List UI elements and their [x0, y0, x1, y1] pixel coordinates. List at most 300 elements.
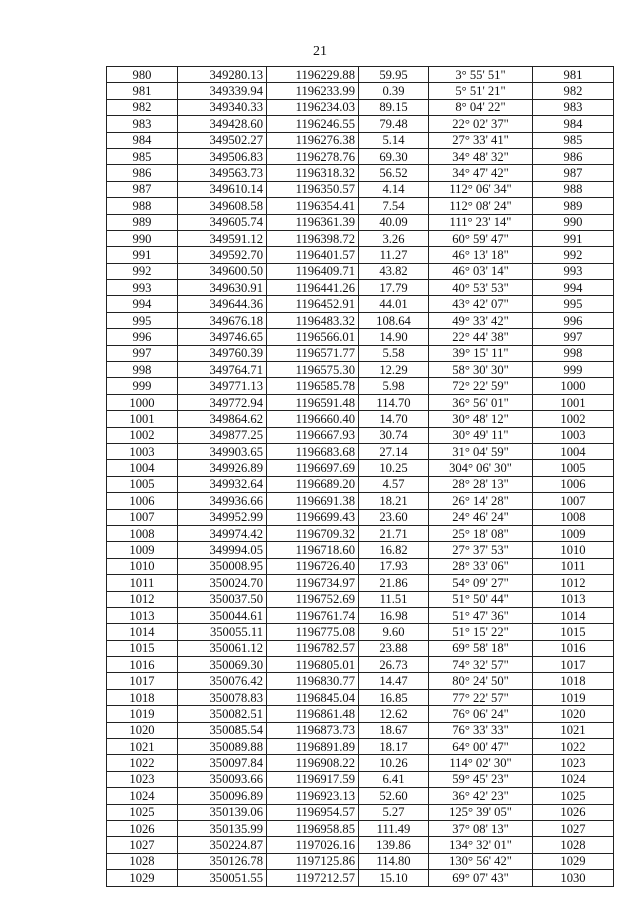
table-row [107, 263, 614, 279]
y-coordinate-cell: 1196923.13 [267, 788, 359, 804]
y-coordinate-cell: 1197125.86 [267, 853, 359, 869]
distance-cell: 18.21 [359, 493, 429, 509]
y-coordinate-cell: 1196398.72 [267, 230, 359, 246]
point-number-cell: 1007 [107, 509, 178, 525]
point-number-cell: 1008 [107, 525, 178, 541]
table-row [107, 345, 614, 361]
next-point-cell: 993 [533, 263, 614, 279]
point-number-cell: 1002 [107, 427, 178, 443]
table-row [107, 214, 614, 230]
next-point-cell: 1016 [533, 640, 614, 656]
bearing-cell: 28° 28' 13" [429, 476, 533, 492]
bearing-cell: 60° 59' 47" [429, 230, 533, 246]
bearing-cell: 30° 49' 11" [429, 427, 533, 443]
next-point-cell: 1020 [533, 706, 614, 722]
bearing-cell: 304° 06' 30" [429, 460, 533, 476]
y-coordinate-cell: 1196660.40 [267, 411, 359, 427]
y-coordinate-cell: 1196908.22 [267, 755, 359, 771]
y-coordinate-cell: 1196805.01 [267, 657, 359, 673]
bearing-cell: 36° 56' 01" [429, 394, 533, 410]
y-coordinate-cell: 1196699.43 [267, 509, 359, 525]
y-coordinate-cell: 1196891.89 [267, 739, 359, 755]
point-number-cell: 998 [107, 362, 178, 378]
distance-cell: 14.70 [359, 411, 429, 427]
bearing-cell: 58° 30' 30" [429, 362, 533, 378]
x-coordinate-cell: 349932.64 [178, 476, 267, 492]
y-coordinate-cell: 1196726.40 [267, 558, 359, 574]
table-row [107, 788, 614, 804]
point-number-cell: 1014 [107, 624, 178, 640]
point-number-cell: 996 [107, 329, 178, 345]
distance-cell: 11.51 [359, 591, 429, 607]
x-coordinate-cell: 350061.12 [178, 640, 267, 656]
bearing-cell: 37° 08' 13" [429, 820, 533, 836]
y-coordinate-cell: 1196718.60 [267, 542, 359, 558]
next-point-cell: 992 [533, 247, 614, 263]
point-number-cell: 1004 [107, 460, 178, 476]
x-coordinate-cell: 349502.27 [178, 132, 267, 148]
next-point-cell: 991 [533, 230, 614, 246]
y-coordinate-cell: 1196278.76 [267, 148, 359, 164]
next-point-cell: 1005 [533, 460, 614, 476]
bearing-cell: 112° 06' 34" [429, 181, 533, 197]
point-number-cell: 1013 [107, 607, 178, 623]
x-coordinate-cell: 350135.99 [178, 820, 267, 836]
x-coordinate-cell: 349605.74 [178, 214, 267, 230]
y-coordinate-cell: 1196483.32 [267, 312, 359, 328]
x-coordinate-cell: 349340.33 [178, 99, 267, 115]
y-coordinate-cell: 1196409.71 [267, 263, 359, 279]
next-point-cell: 999 [533, 362, 614, 378]
y-coordinate-cell: 1196441.26 [267, 280, 359, 296]
point-number-cell: 991 [107, 247, 178, 263]
distance-cell: 12.62 [359, 706, 429, 722]
point-number-cell: 1017 [107, 673, 178, 689]
distance-cell: 4.57 [359, 476, 429, 492]
y-coordinate-cell: 1196752.69 [267, 591, 359, 607]
bearing-cell: 46° 13' 18" [429, 247, 533, 263]
table-row [107, 460, 614, 476]
bearing-cell: 72° 22' 59" [429, 378, 533, 394]
y-coordinate-cell: 1196689.20 [267, 476, 359, 492]
distance-cell: 5.98 [359, 378, 429, 394]
bearing-cell: 130° 56' 42" [429, 853, 533, 869]
distance-cell: 14.90 [359, 329, 429, 345]
x-coordinate-cell: 350082.51 [178, 706, 267, 722]
y-coordinate-cell: 1196782.57 [267, 640, 359, 656]
bearing-cell: 3° 55' 51" [429, 67, 533, 83]
point-number-cell: 987 [107, 181, 178, 197]
next-point-cell: 1011 [533, 558, 614, 574]
y-coordinate-cell: 1196585.78 [267, 378, 359, 394]
bearing-cell: 76° 06' 24" [429, 706, 533, 722]
next-point-cell: 990 [533, 214, 614, 230]
x-coordinate-cell: 349952.99 [178, 509, 267, 525]
table-row [107, 657, 614, 673]
distance-cell: 10.25 [359, 460, 429, 476]
point-number-cell: 997 [107, 345, 178, 361]
table-row [107, 558, 614, 574]
next-point-cell: 997 [533, 329, 614, 345]
bearing-cell: 46° 03' 14" [429, 263, 533, 279]
y-coordinate-cell: 1196318.32 [267, 165, 359, 181]
y-coordinate-cell: 1196246.55 [267, 116, 359, 132]
distance-cell: 52.60 [359, 788, 429, 804]
y-coordinate-cell: 1196830.77 [267, 673, 359, 689]
table-row [107, 493, 614, 509]
bearing-cell: 77° 22' 57" [429, 689, 533, 705]
point-number-cell: 1009 [107, 542, 178, 558]
distance-cell: 23.88 [359, 640, 429, 656]
x-coordinate-cell: 349506.83 [178, 148, 267, 164]
distance-cell: 26.73 [359, 657, 429, 673]
next-point-cell: 986 [533, 148, 614, 164]
point-number-cell: 1018 [107, 689, 178, 705]
table-row [107, 640, 614, 656]
point-number-cell: 980 [107, 67, 178, 83]
bearing-cell: 69° 58' 18" [429, 640, 533, 656]
bearing-cell: 25° 18' 08" [429, 525, 533, 541]
x-coordinate-cell: 349926.89 [178, 460, 267, 476]
x-coordinate-cell: 349864.62 [178, 411, 267, 427]
table-row [107, 181, 614, 197]
distance-cell: 114.70 [359, 394, 429, 410]
y-coordinate-cell: 1196958.85 [267, 820, 359, 836]
point-number-cell: 995 [107, 312, 178, 328]
table-row [107, 198, 614, 214]
next-point-cell: 983 [533, 99, 614, 115]
x-coordinate-cell: 350097.84 [178, 755, 267, 771]
table-row [107, 509, 614, 525]
point-number-cell: 992 [107, 263, 178, 279]
next-point-cell: 1008 [533, 509, 614, 525]
table-row [107, 820, 614, 836]
y-coordinate-cell: 1196401.57 [267, 247, 359, 263]
point-number-cell: 983 [107, 116, 178, 132]
x-coordinate-cell: 350089.88 [178, 739, 267, 755]
table-row [107, 673, 614, 689]
bearing-cell: 114° 02' 30" [429, 755, 533, 771]
point-number-cell: 1022 [107, 755, 178, 771]
x-coordinate-cell: 349771.13 [178, 378, 267, 394]
x-coordinate-cell: 349994.05 [178, 542, 267, 558]
distance-cell: 79.48 [359, 116, 429, 132]
table-row [107, 312, 614, 328]
next-point-cell: 1010 [533, 542, 614, 558]
next-point-cell: 1023 [533, 755, 614, 771]
bearing-cell: 39° 15' 11" [429, 345, 533, 361]
x-coordinate-cell: 350051.55 [178, 870, 267, 886]
table-row [107, 755, 614, 771]
bearing-cell: 26° 14' 28" [429, 493, 533, 509]
table-row [107, 230, 614, 246]
x-coordinate-cell: 349676.18 [178, 312, 267, 328]
point-number-cell: 1021 [107, 739, 178, 755]
next-point-cell: 988 [533, 181, 614, 197]
bearing-cell: 59° 45' 23" [429, 771, 533, 787]
x-coordinate-cell: 349644.36 [178, 296, 267, 312]
page-number: 21 [313, 44, 327, 59]
point-number-cell: 1027 [107, 837, 178, 853]
bearing-cell: 43° 42' 07" [429, 296, 533, 312]
distance-cell: 23.60 [359, 509, 429, 525]
table-row [107, 804, 614, 820]
y-coordinate-cell: 1196697.69 [267, 460, 359, 476]
point-number-cell: 981 [107, 83, 178, 99]
bearing-cell: 27° 37' 53" [429, 542, 533, 558]
distance-cell: 3.26 [359, 230, 429, 246]
distance-cell: 18.67 [359, 722, 429, 738]
table-row [107, 247, 614, 263]
distance-cell: 15.10 [359, 870, 429, 886]
distance-cell: 16.82 [359, 542, 429, 558]
x-coordinate-cell: 349563.73 [178, 165, 267, 181]
y-coordinate-cell: 1196234.03 [267, 99, 359, 115]
y-coordinate-cell: 1196775.08 [267, 624, 359, 640]
bearing-cell: 51° 50' 44" [429, 591, 533, 607]
bearing-cell: 134° 32' 01" [429, 837, 533, 853]
y-coordinate-cell: 1196873.73 [267, 722, 359, 738]
distance-cell: 10.26 [359, 755, 429, 771]
next-point-cell: 987 [533, 165, 614, 181]
point-number-cell: 1005 [107, 476, 178, 492]
x-coordinate-cell: 350008.95 [178, 558, 267, 574]
bearing-cell: 111° 23' 14" [429, 214, 533, 230]
point-number-cell: 1020 [107, 722, 178, 738]
x-coordinate-cell: 349974.42 [178, 525, 267, 541]
distance-cell: 111.49 [359, 820, 429, 836]
distance-cell: 4.14 [359, 181, 429, 197]
next-point-cell: 1026 [533, 804, 614, 820]
x-coordinate-cell: 350093.66 [178, 771, 267, 787]
x-coordinate-cell: 349591.12 [178, 230, 267, 246]
bearing-cell: 22° 02' 37" [429, 116, 533, 132]
next-point-cell: 996 [533, 312, 614, 328]
y-coordinate-cell: 1196917.59 [267, 771, 359, 787]
y-coordinate-cell: 1196845.04 [267, 689, 359, 705]
table-row [107, 165, 614, 181]
point-number-cell: 993 [107, 280, 178, 296]
bearing-cell: 80° 24' 50" [429, 673, 533, 689]
x-coordinate-cell: 350085.54 [178, 722, 267, 738]
table-row [107, 870, 614, 886]
bearing-cell: 22° 44' 38" [429, 329, 533, 345]
bearing-cell: 74° 32' 57" [429, 657, 533, 673]
point-number-cell: 1015 [107, 640, 178, 656]
next-point-cell: 994 [533, 280, 614, 296]
point-number-cell: 1025 [107, 804, 178, 820]
table-row [107, 362, 614, 378]
point-number-cell: 985 [107, 148, 178, 164]
y-coordinate-cell: 1196354.41 [267, 198, 359, 214]
distance-cell: 11.27 [359, 247, 429, 263]
distance-cell: 43.82 [359, 263, 429, 279]
table-row [107, 427, 614, 443]
point-number-cell: 982 [107, 99, 178, 115]
next-point-cell: 1018 [533, 673, 614, 689]
point-number-cell: 1019 [107, 706, 178, 722]
distance-cell: 114.80 [359, 853, 429, 869]
distance-cell: 21.86 [359, 575, 429, 591]
point-number-cell: 989 [107, 214, 178, 230]
bearing-cell: 49° 33' 42" [429, 312, 533, 328]
point-number-cell: 984 [107, 132, 178, 148]
y-coordinate-cell: 1196571.77 [267, 345, 359, 361]
point-number-cell: 1000 [107, 394, 178, 410]
point-number-cell: 1006 [107, 493, 178, 509]
point-number-cell: 999 [107, 378, 178, 394]
x-coordinate-cell: 350044.61 [178, 607, 267, 623]
distance-cell: 7.54 [359, 198, 429, 214]
table-row [107, 67, 614, 83]
bearing-cell: 34° 47' 42" [429, 165, 533, 181]
distance-cell: 5.27 [359, 804, 429, 820]
y-coordinate-cell: 1196691.38 [267, 493, 359, 509]
y-coordinate-cell: 1196683.68 [267, 443, 359, 459]
y-coordinate-cell: 1196452.91 [267, 296, 359, 312]
x-coordinate-cell: 349600.50 [178, 263, 267, 279]
next-point-cell: 1014 [533, 607, 614, 623]
distance-cell: 139.86 [359, 837, 429, 853]
y-coordinate-cell: 1196350.57 [267, 181, 359, 197]
bearing-cell: 31° 04' 59" [429, 443, 533, 459]
x-coordinate-cell: 349760.39 [178, 345, 267, 361]
x-coordinate-cell: 350069.30 [178, 657, 267, 673]
table-row [107, 771, 614, 787]
table-row [107, 624, 614, 640]
point-number-cell: 1012 [107, 591, 178, 607]
x-coordinate-cell: 349746.65 [178, 329, 267, 345]
point-number-cell: 1023 [107, 771, 178, 787]
y-coordinate-cell: 1196761.74 [267, 607, 359, 623]
distance-cell: 12.29 [359, 362, 429, 378]
bearing-cell: 125° 39' 05" [429, 804, 533, 820]
x-coordinate-cell: 349903.65 [178, 443, 267, 459]
next-point-cell: 1025 [533, 788, 614, 804]
point-number-cell: 994 [107, 296, 178, 312]
bearing-cell: 34° 48' 32" [429, 148, 533, 164]
x-coordinate-cell: 350126.78 [178, 853, 267, 869]
table-row [107, 607, 614, 623]
bearing-cell: 69° 07' 43" [429, 870, 533, 886]
point-number-cell: 1003 [107, 443, 178, 459]
bearing-cell: 51° 15' 22" [429, 624, 533, 640]
x-coordinate-cell: 349772.94 [178, 394, 267, 410]
next-point-cell: 982 [533, 83, 614, 99]
bearing-cell: 5° 51' 21" [429, 83, 533, 99]
table-row [107, 132, 614, 148]
distance-cell: 108.64 [359, 312, 429, 328]
distance-cell: 30.74 [359, 427, 429, 443]
x-coordinate-cell: 350037.50 [178, 591, 267, 607]
x-coordinate-cell: 350024.70 [178, 575, 267, 591]
distance-cell: 69.30 [359, 148, 429, 164]
point-number-cell: 1010 [107, 558, 178, 574]
table-row [107, 739, 614, 755]
x-coordinate-cell: 349877.25 [178, 427, 267, 443]
bearing-cell: 76° 33' 33" [429, 722, 533, 738]
y-coordinate-cell: 1197212.57 [267, 870, 359, 886]
next-point-cell: 1015 [533, 624, 614, 640]
distance-cell: 59.95 [359, 67, 429, 83]
distance-cell: 0.39 [359, 83, 429, 99]
point-number-cell: 1028 [107, 853, 178, 869]
next-point-cell: 984 [533, 116, 614, 132]
distance-cell: 16.98 [359, 607, 429, 623]
table-row [107, 378, 614, 394]
table-row [107, 837, 614, 853]
y-coordinate-cell: 1196566.01 [267, 329, 359, 345]
x-coordinate-cell: 349630.91 [178, 280, 267, 296]
bearing-cell: 40° 53' 53" [429, 280, 533, 296]
distance-cell: 5.58 [359, 345, 429, 361]
table-row [107, 476, 614, 492]
point-number-cell: 1016 [107, 657, 178, 673]
table-row [107, 722, 614, 738]
next-point-cell: 981 [533, 67, 614, 83]
next-point-cell: 1021 [533, 722, 614, 738]
distance-cell: 44.01 [359, 296, 429, 312]
x-coordinate-cell: 350224.87 [178, 837, 267, 853]
next-point-cell: 1019 [533, 689, 614, 705]
distance-cell: 40.09 [359, 214, 429, 230]
x-coordinate-cell: 349428.60 [178, 116, 267, 132]
distance-cell: 89.15 [359, 99, 429, 115]
bearing-cell: 112° 08' 24" [429, 198, 533, 214]
next-point-cell: 998 [533, 345, 614, 361]
bearing-cell: 28° 33' 06" [429, 558, 533, 574]
table-row [107, 591, 614, 607]
y-coordinate-cell: 1196361.39 [267, 214, 359, 230]
distance-cell: 21.71 [359, 525, 429, 541]
point-number-cell: 1011 [107, 575, 178, 591]
next-point-cell: 1004 [533, 443, 614, 459]
x-coordinate-cell: 350076.42 [178, 673, 267, 689]
next-point-cell: 995 [533, 296, 614, 312]
survey-coordinates-table [106, 66, 614, 887]
next-point-cell: 1003 [533, 427, 614, 443]
table-row [107, 296, 614, 312]
y-coordinate-cell: 1196276.38 [267, 132, 359, 148]
point-number-cell: 1026 [107, 820, 178, 836]
bearing-cell: 36° 42' 23" [429, 788, 533, 804]
next-point-cell: 989 [533, 198, 614, 214]
table-row [107, 411, 614, 427]
x-coordinate-cell: 349764.71 [178, 362, 267, 378]
bearing-cell: 30° 48' 12" [429, 411, 533, 427]
table-row [107, 148, 614, 164]
y-coordinate-cell: 1196233.99 [267, 83, 359, 99]
table-row [107, 116, 614, 132]
next-point-cell: 1027 [533, 820, 614, 836]
next-point-cell: 1002 [533, 411, 614, 427]
next-point-cell: 1006 [533, 476, 614, 492]
y-coordinate-cell: 1196575.30 [267, 362, 359, 378]
x-coordinate-cell: 349936.66 [178, 493, 267, 509]
point-number-cell: 988 [107, 198, 178, 214]
distance-cell: 9.60 [359, 624, 429, 640]
next-point-cell: 1007 [533, 493, 614, 509]
table-row [107, 329, 614, 345]
next-point-cell: 1028 [533, 837, 614, 853]
next-point-cell: 1000 [533, 378, 614, 394]
x-coordinate-cell: 349610.14 [178, 181, 267, 197]
bearing-cell: 8° 04' 22" [429, 99, 533, 115]
bearing-cell: 27° 33' 41" [429, 132, 533, 148]
y-coordinate-cell: 1196667.93 [267, 427, 359, 443]
point-number-cell: 1001 [107, 411, 178, 427]
y-coordinate-cell: 1196734.97 [267, 575, 359, 591]
